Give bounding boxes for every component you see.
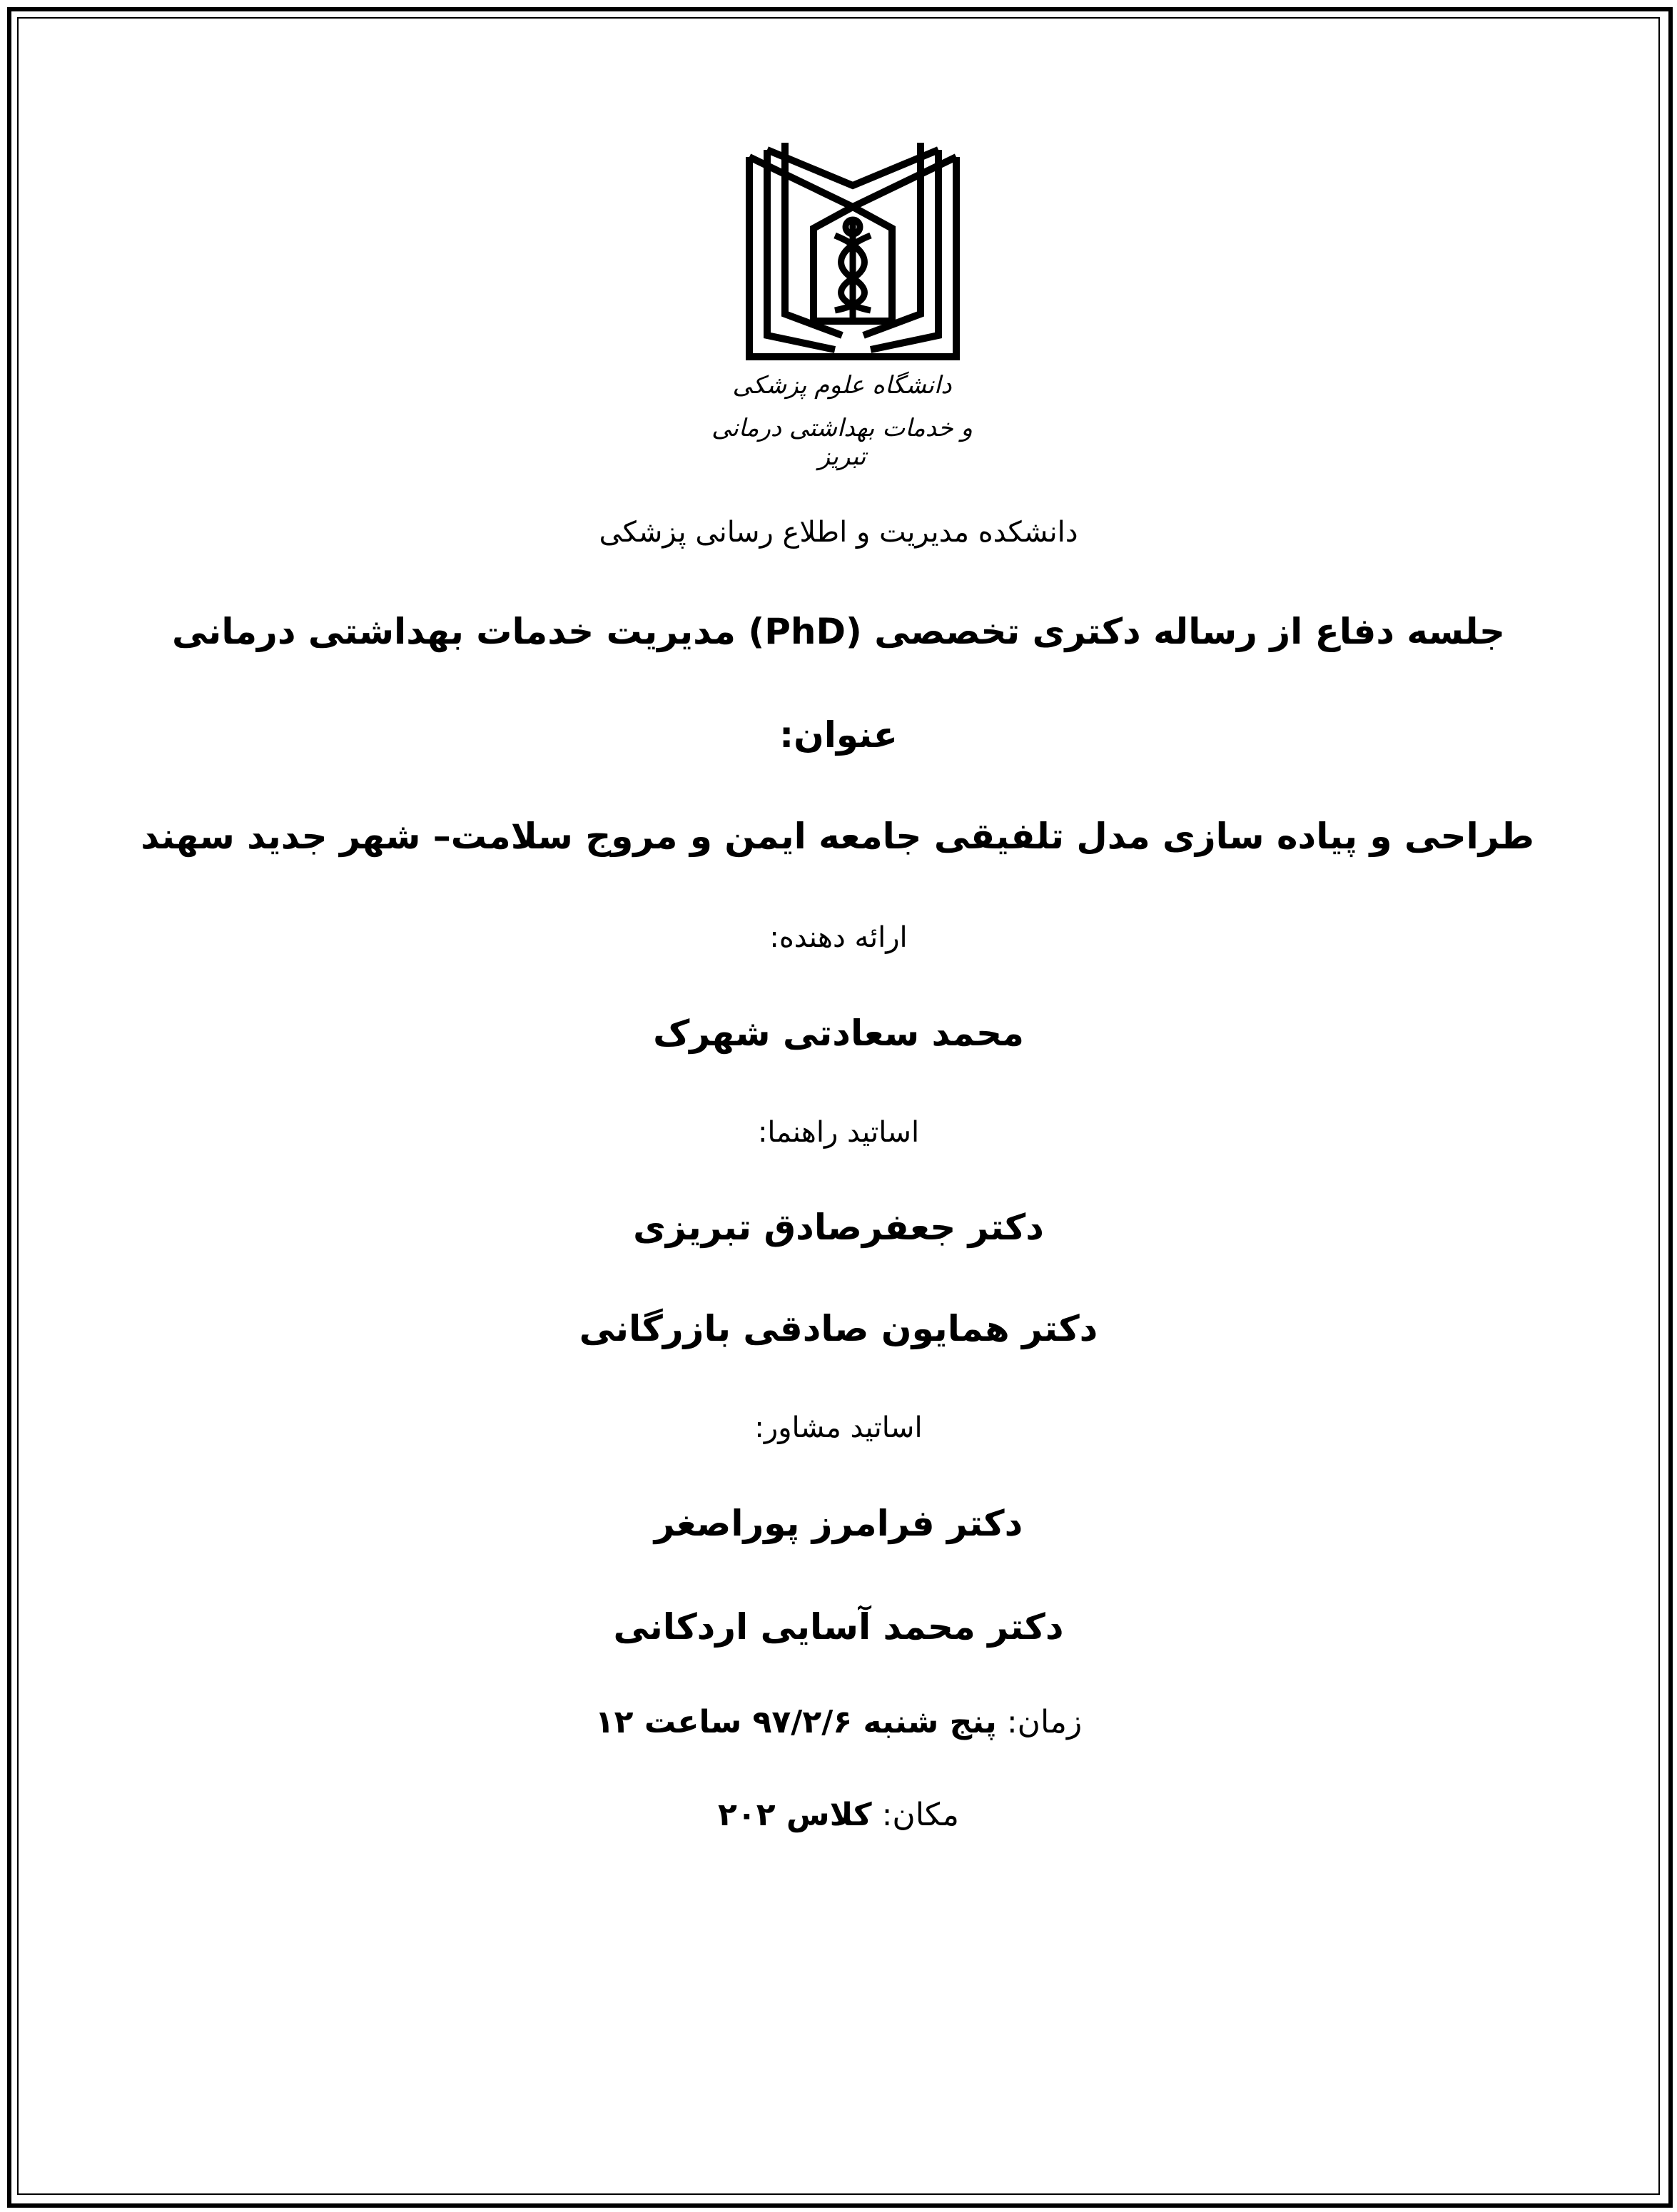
presenter-name: محمد سعادتی شهرک <box>653 1013 1024 1054</box>
faculty-name: دانشکده مدیریت و اطلاع رسانی پزشکی <box>599 516 1078 549</box>
advisor-2: دکتر محمد آسایی اردکانی <box>613 1606 1064 1648</box>
presenter-label: ارائه دهنده: <box>769 921 908 954</box>
session-time <box>143 1704 1534 1742</box>
title-label: عنوان: <box>779 714 898 756</box>
advisor-1: دکتر فرامرز پوراصغر <box>654 1503 1023 1544</box>
time-label: زمان: <box>1006 1704 1083 1740</box>
advisors-label: اساتید مشاور: <box>754 1411 923 1444</box>
supervisor-1: دکتر جعفرصادق تبریزی <box>633 1207 1044 1248</box>
logo-text-line2: و خدمات بهداشتی درمانی تبریز <box>711 414 973 471</box>
university-logo <box>735 143 971 385</box>
place-label: مکان: <box>881 1797 960 1833</box>
thesis-title: طراحی و پیاده سازی مدل تلفیقی جامعه ایمن و مروج سلامت– شهر جدید سهند <box>141 816 1534 857</box>
logo-text-line1: دانشگاه علوم پزشکی <box>732 371 952 400</box>
supervisors-label: اساتید راهنما: <box>757 1116 920 1149</box>
time-value: پنج شنبه ۹۷/۲/۶ ساعت ۱۲ <box>594 1704 997 1740</box>
place-value: کلاس ۲۰۲ <box>717 1797 872 1833</box>
session-title: جلسه دفاع از رساله دکتری تخصصی (PhD) مدیریت خدمات بهداشتی درمانی <box>171 611 1506 652</box>
session-place <box>143 1797 1534 1835</box>
supervisor-2: دکتر همایون صادقی بازرگانی <box>579 1308 1098 1349</box>
